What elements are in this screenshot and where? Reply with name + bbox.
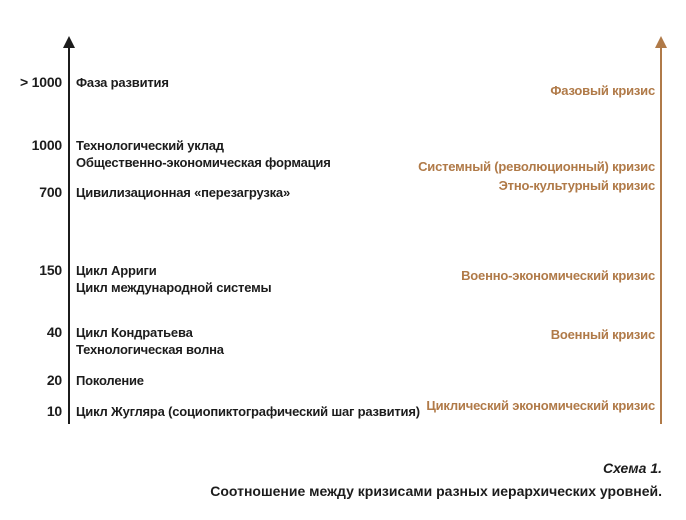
level-description-line: Фаза развития (76, 75, 169, 90)
level-description (76, 403, 420, 420)
caption-title: Схема 1. (602, 460, 662, 476)
crisis-label: Военный кризис (550, 327, 655, 342)
level-description-line: Технологическая волна (76, 342, 224, 357)
crisis-label: Циклический экономический кризис (426, 398, 655, 413)
level-value: 20 (46, 372, 62, 388)
level-description (76, 262, 271, 296)
level-description-line: Поколение (76, 373, 144, 388)
level-description (76, 372, 144, 389)
level-description-line: Общественно-экономическая формация (76, 155, 331, 170)
level-description-line: Цикл Арриги (76, 263, 157, 278)
level-description-line: Цикл Кондратьева (76, 325, 193, 340)
right-crisis-axis (660, 44, 662, 424)
right-axis-arrow-icon (655, 36, 667, 48)
level-value: 10 (46, 403, 62, 419)
level-value: > 1000 (19, 74, 62, 90)
level-description (76, 324, 224, 358)
level-description-line: Технологический уклад (76, 138, 224, 153)
level-description-line: Цикл Жугляра (социопиктографический шаг развития) (76, 404, 420, 419)
level-value: 150 (39, 262, 62, 278)
level-value: 40 (46, 324, 62, 340)
level-description-line: Цивилизационная «перезагрузка» (76, 185, 290, 200)
crisis-label: Военно-экономический кризис (461, 268, 655, 283)
level-description (76, 137, 331, 171)
caption-text: Соотношение между кризисами разных иерархических уровней. (210, 483, 662, 499)
left-axis-arrow-icon (63, 36, 75, 48)
level-description (76, 184, 290, 201)
crisis-label: Фазовый кризис (550, 83, 655, 98)
crisis-label: Этно-культурный кризис (498, 178, 655, 193)
level-value: 1000 (31, 137, 62, 153)
level-value: 700 (39, 184, 62, 200)
level-description (76, 74, 169, 91)
left-scale-axis (68, 44, 70, 424)
level-description-line: Цикл международной системы (76, 280, 272, 295)
crisis-label: Системный (революционный) кризис (418, 159, 655, 174)
